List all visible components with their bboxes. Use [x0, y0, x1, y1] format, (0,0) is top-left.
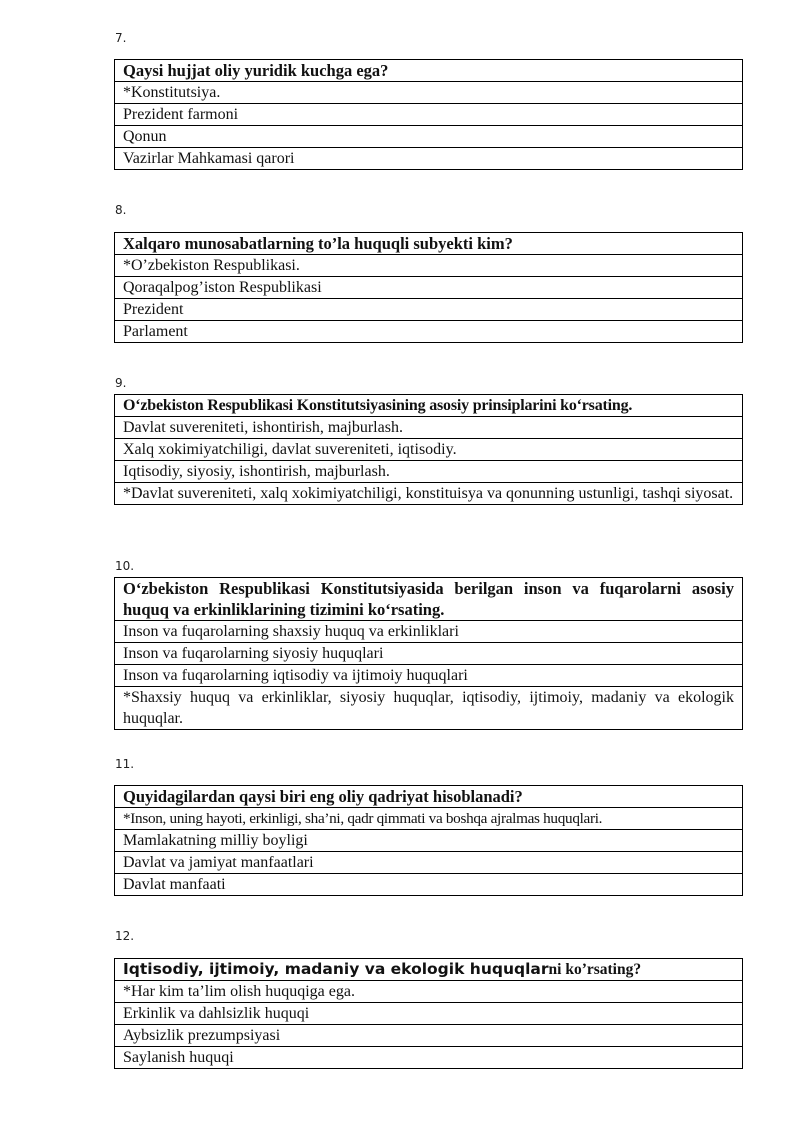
answer-option: Prezident — [115, 299, 743, 321]
question-text: Quyidagilardan qaysi biri eng oliy qadriyat hisoblanadi? — [115, 786, 743, 808]
question-text-part: Iqtisodiy, ijtimoiy, madaniy va ekologik huquqlar — [123, 960, 549, 978]
answer-option: Mamlakatning milliy boyligi — [115, 830, 743, 852]
answer-option: Aybsizlik prezumpsiyasi — [115, 1025, 743, 1047]
question-text-part: ni ko’rsating? — [548, 961, 642, 978]
question-text: Qaysi hujjat oliy yuridik kuchga ega? — [115, 60, 743, 82]
answer-option: Davlat suvereniteti, ishontirish, majburlash. — [115, 417, 743, 439]
answer-option: Xalq xokimiyatchiligi, davlat suvereniteti, iqtisodiy. — [115, 439, 743, 461]
question-number: 9. — [115, 376, 127, 390]
answer-option: Davlat va jamiyat manfaatlari — [115, 852, 743, 874]
question-table — [114, 232, 743, 343]
question-number: 12. — [115, 929, 135, 943]
answer-option: Vazirlar Mahkamasi qarori — [115, 148, 743, 170]
question-text — [115, 959, 743, 981]
answer-option: Erkinlik va dahlsizlik huquqi — [115, 1003, 743, 1025]
question-table — [114, 59, 743, 170]
question-number: 10. — [115, 559, 135, 573]
answer-option: Qoraqalpog’iston Respublikasi — [115, 277, 743, 299]
answer-option: Qonun — [115, 126, 743, 148]
answer-option: *Shaxsiy huquq va erkinliklar, siyosiy huquqlar, iqtisodiy, ijtimoiy, madaniy va ekologik huquqlar. — [115, 687, 743, 730]
question-number: 7. — [115, 31, 127, 45]
question-number: 11. — [115, 757, 135, 771]
question-text: Xalqaro munosabatlarning to’la huquqli subyekti kim? — [115, 233, 743, 255]
question-table — [114, 958, 743, 1069]
answer-option: Inson va fuqarolarning iqtisodiy va ijtimoiy huquqlari — [115, 665, 743, 687]
answer-option: Inson va fuqarolarning siyosiy huquqlari — [115, 643, 743, 665]
question-table — [114, 394, 743, 505]
answer-option: Parlament — [115, 321, 743, 343]
question-number: 8. — [115, 203, 127, 217]
answer-option: Iqtisodiy, siyosiy, ishontirish, majburlash. — [115, 461, 743, 483]
answer-option: *Inson, uning hayoti, erkinligi, sha’ni, qadr qimmati va boshqa ajralmas huquqlari. — [115, 808, 743, 830]
question-text: O‘zbekiston Respublikasi Konstitutsiyasining asosiy prinsiplarini ko‘rsating. — [115, 395, 743, 417]
answer-option: Prezident farmoni — [115, 104, 743, 126]
answer-option: *O’zbekiston Respublikasi. — [115, 255, 743, 277]
answer-option: Saylanish huquqi — [115, 1047, 743, 1069]
answer-option: Inson va fuqarolarning shaxsiy huquq va erkinliklari — [115, 621, 743, 643]
answer-option: *Har kim ta’lim olish huquqiga ega. — [115, 981, 743, 1003]
answer-option: Davlat manfaati — [115, 874, 743, 896]
question-table — [114, 785, 743, 896]
question-table — [114, 577, 743, 730]
answer-option: *Konstitutsiya. — [115, 82, 743, 104]
answer-option: *Davlat suvereniteti, xalq xokimiyatchiligi, konstituisya va qonunning ustunligi, tashqi siyosat. — [115, 483, 743, 505]
question-text: O‘zbekiston Respublikasi Konstitutsiyasida berilgan inson va fuqarolarni asosiy huquq va erkinliklarining tizimini ko‘rsating. — [115, 578, 743, 621]
